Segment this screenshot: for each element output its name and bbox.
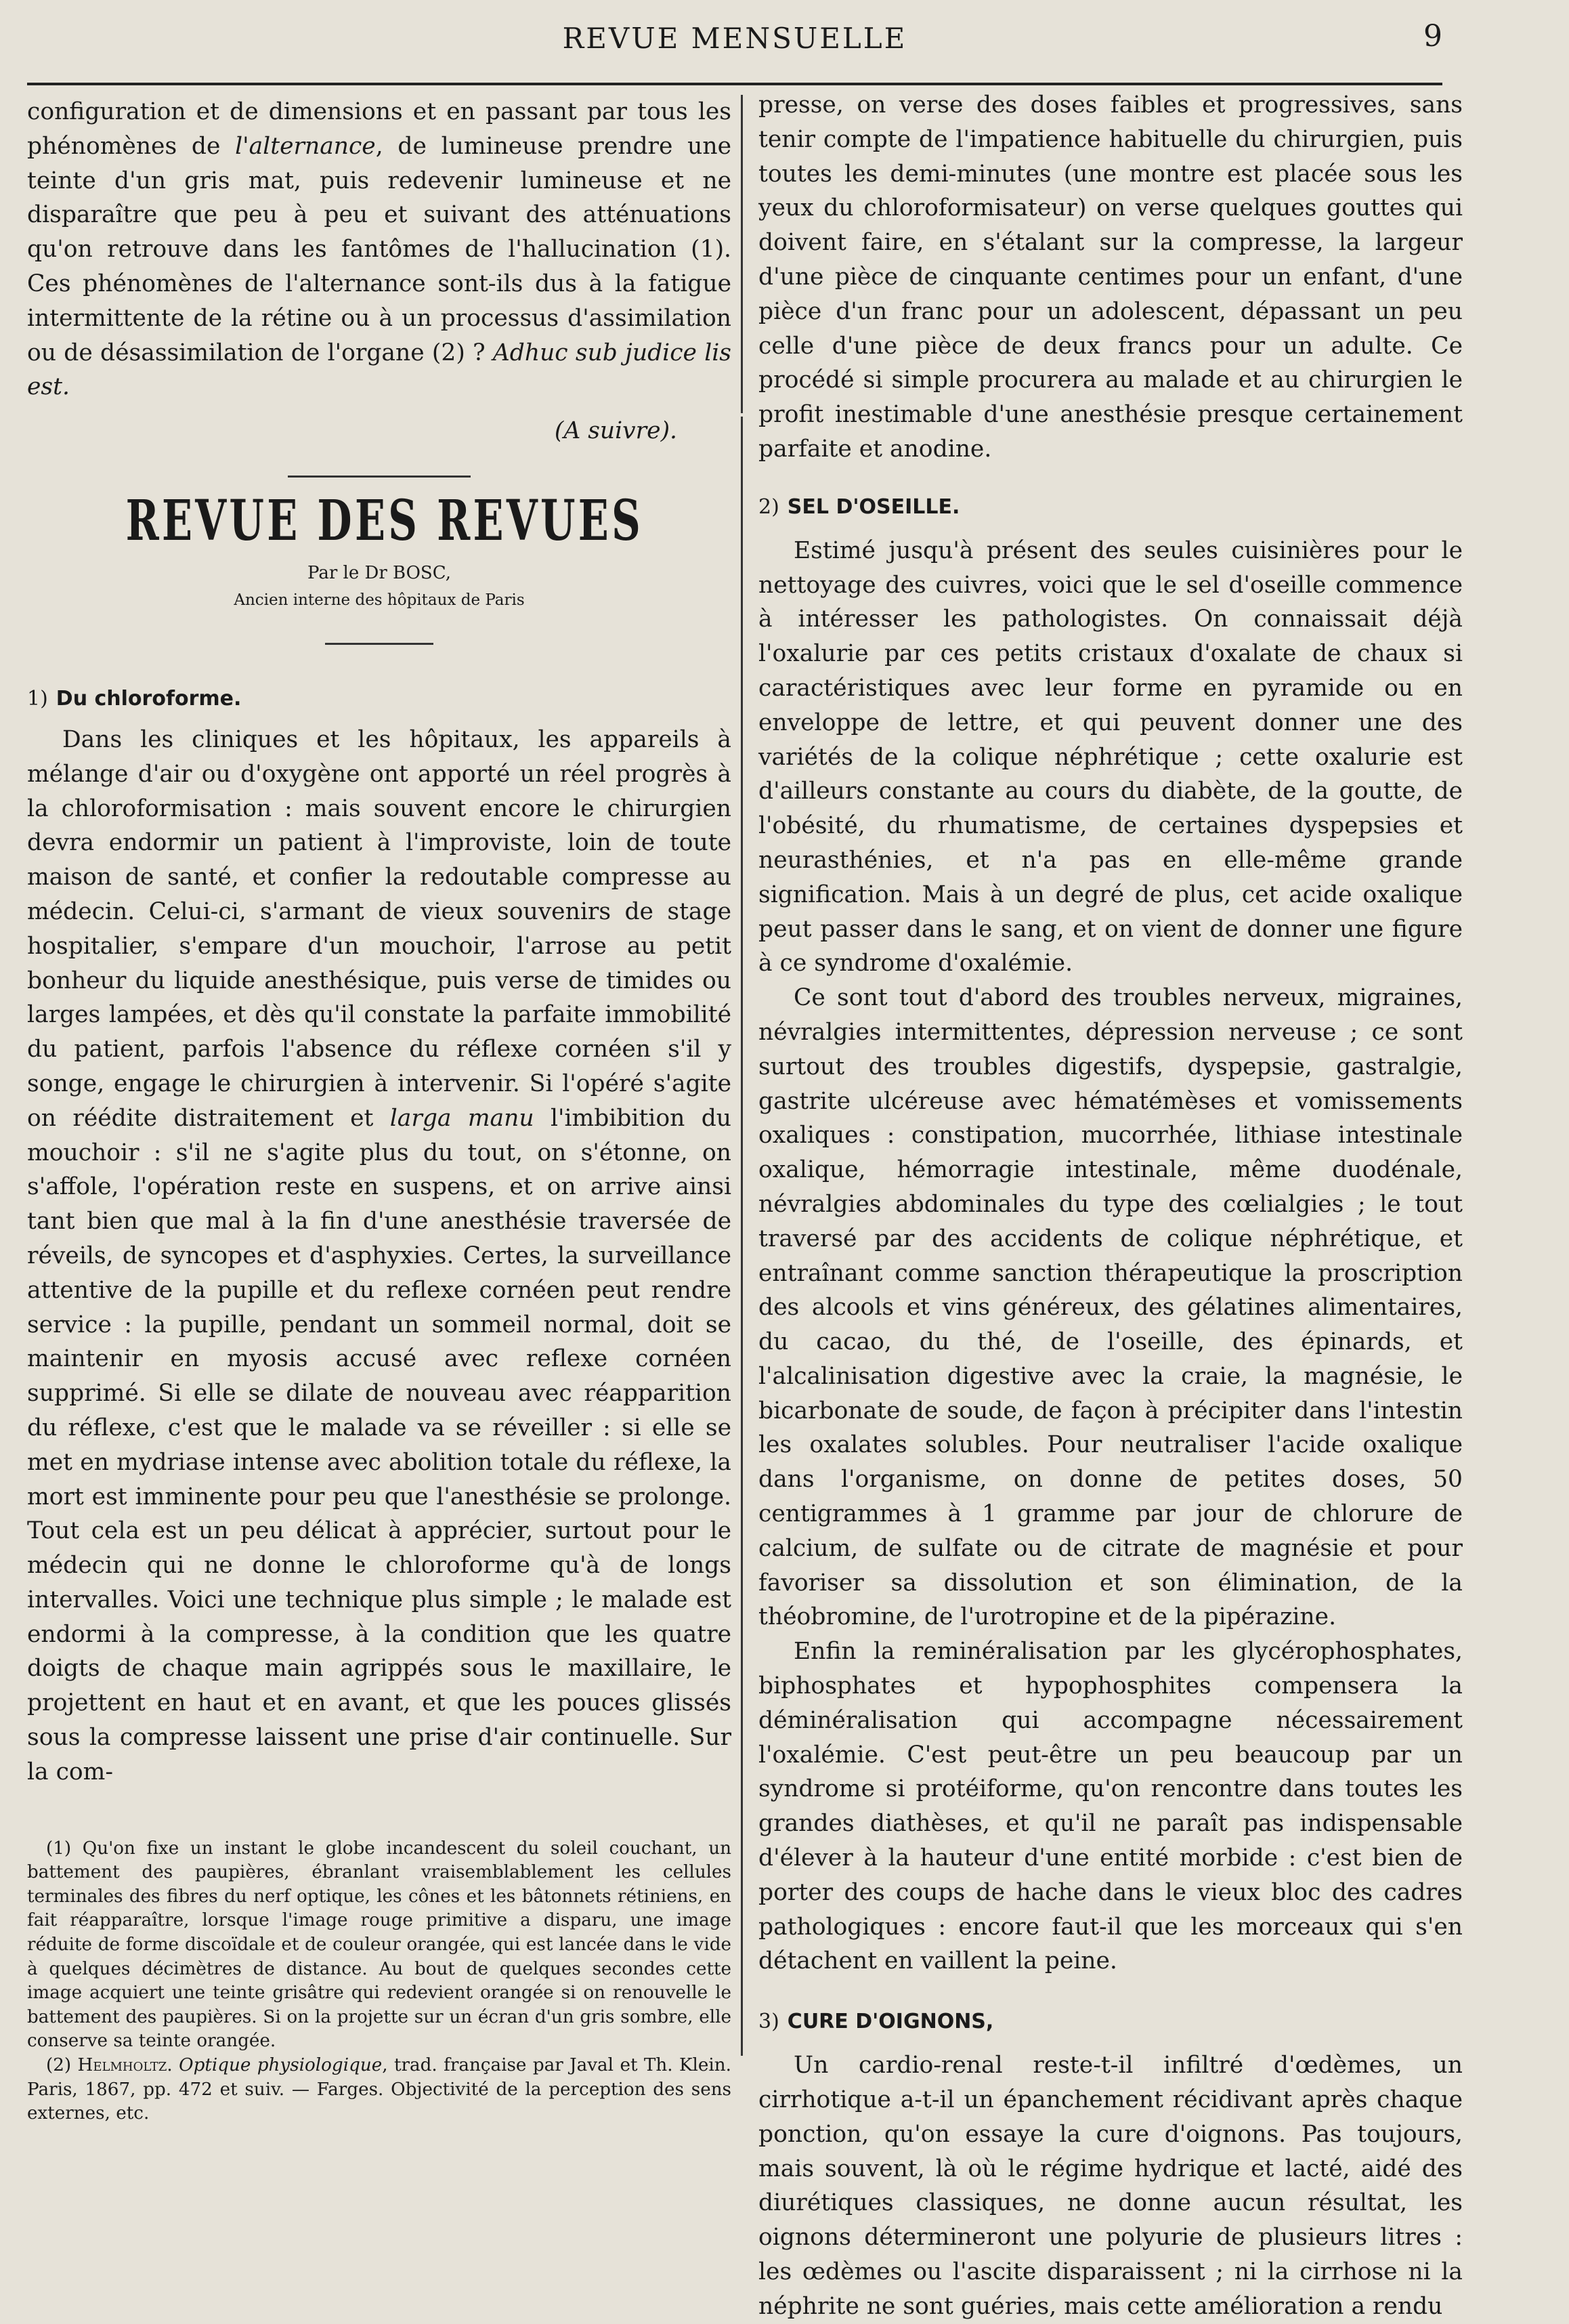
section-2-para-2: Ce sont tout d'abord des troubles nerveux, migraines, névralgies intermittentes, dépression nerveuse ; ce sont surtout des troubles digestifs, dyspepsie, gastralgie, gastrite ulcéreuse avec hématémèses et vomissements oxaliques : constipation, mucorrhée, lithiase intestinale oxalique, hémorragie intestinale, même duodénale, névralgies abdominales du type des cœlialgies ; le tout traversé par des accidents de colique néphrétique, et entraînant comme sanction thérapeutique la proscription des alcools et vins généreux, des gélatines alimentaires, du cacao, du thé, de l'oseille, des épinards, et l'alcalinisation digestive avec la craie, la magnésie, le bicarbonate de soude, de façon à précipiter dans l'intestin les oxalates solubles. Pour neutraliser l'acide oxalique dans l'organisme, on donne de petites doses, 50 centigrammes à 1 gramme par jour de chlorure de calcium, de sulfate ou de citrate de magnésie et pour favoriser sa dissolution et son élimination, de la théobromine, de l'urotropine et de la pipérazine. xyxy=(758,984,1463,1631)
separator-rule-2 xyxy=(325,643,433,645)
section-1-heading: 1) Du chloroforme. xyxy=(27,686,242,711)
footnote-2: (2) Helmholtz. Optique physiologique, trad. française par Javal et Th. Klein. Paris, 1867, pp. 472 et suiv. — Farges. Objectivité de la perception des sens externes, etc. xyxy=(27,2055,732,2124)
section-1-text: Dans les cliniques et les hôpitaux, les appareils à mélange d'air ou d'oxygène ont apporté un réel progrès à la chloroformisation : mais souvent encore le chirurgien devra endormir un patient à l'improviste, loin de toute maison de santé, et confier la redoutable compresse au médecin. Celui-ci, s'armant de vieux souvenirs de stage hospitalier, s'empare d'un mouchoir, l'arrose au petit bonheur du liquide anesthésique, puis verse de timides ou larges lampées, et dès qu'il constate la parfaite immobilité du patient, parfois l'absence du réflexe cornéen s'il y songe, engage le chirurgien à intervenir. Si l'opéré s'agite on réédite distraitement et larga manu l'imbibition du mouchoir : s'il ne s'agite plus du tout, on s'étonne, on s'affole, l'opération reste en suspens, et on arrive ainsi tant bien que mal à la fin d'une anesthésie traversée de réveils, de syncopes et d'asphyxies. Certes, la surveillance attentive de la pupille et du reflexe cornéen peut rendre service : la pupille, pendant un sommeil normal, doit se maintenir en myosis accusé avec reflexe cornéen supprimé. Si elle se dilate de nouveau avec réapparition du réflexe, c'est que le malade va se réveiller : si elle se met en mydriase intense avec abolition totale du réflexe, la mort est imminente pour peu que l'anesthésie se prolonge. Tout cela est un peu délicat à apprécier, surtout pour le médecin qui ne donne le chloroforme qu'à de longs intervalles. Voici une technique plus simple ; le malade est endormi à la compresse, à la condition que les quatre doigts de chaque main agrippés sous le maxillaire, le projettent en haut et en avant, et que les pouces glissés sous la compresse laissent une prise d'air continuelle. Sur la com- xyxy=(27,725,731,1786)
left-column xyxy=(27,95,731,2126)
page-number: 9 xyxy=(1423,19,1442,54)
a-suivre-note: (A suivre). xyxy=(554,417,677,445)
column-divider-top xyxy=(741,95,743,413)
section-3-para-1: Un cardio-renal reste-t-il infiltré d'œdèmes, un cirrhotique a-t-il un épanchement récidivant après chaque ponction, qu'on essaye la cure d'oignons. Pas toujours, mais souvent, là où le régime hydrique et lacté, aidé des diurétiques classiques, ne donne aucun résultat, les oignons détermineront une polyurie de plusieurs litres : les œdèmes ou l'ascite disparaissent ; ni la cirrhose ni la néphrite ne sont guéries, mais cette amélioration a rendu xyxy=(758,2052,1463,2320)
section-title: REVUE DES REVUES xyxy=(125,488,644,553)
byline-sub: Ancien interne des hôpitaux de Paris xyxy=(234,591,525,609)
section-2-para-1: Estimé jusqu'à présent des seules cuisinières pour le nettoyage des cuivres, voici que le sel d'oseille commence à intéresser les pathologistes. On connaissait déjà l'oxalurie par ces petits cristaux d'oxalate de chaux si caractéristiques avec leur forme en pyramide ou en enveloppe de lettre, et qui peuvent donner une des variétés de la colique néphrétique ; cette oxalurie est d'ailleurs constante au cours du diabète, de la goutte, de l'obésité, du rhumatisme, de certaines dyspepsies et neurasthénies, et n'a pas en elle-même grande signification. Mais à un degré de plus, cet acide oxalique peut passer dans le sang, et on vient de donner une figure à ce syndrome d'oxalémie. xyxy=(758,536,1463,977)
section-2-heading: 2) SEL D'OSEILLE. xyxy=(758,494,960,519)
section-2-para-3: Enfin la reminéralisation par les glycérophosphates, biphosphates et hypophosphites compensera la déminéralisation qui accompagne nécessairement l'oxalémie. C'est peut-être un peu beaucoup par un syndrome si protéiforme, qu'on rencontre dans toutes les grandes diathèses, et qu'il ne paraît pas indispensable d'élever à la hauteur d'une entité morbide : c'est bien de porter des coups de hache dans le vieux bloc des cadres pathologiques : encore faut-il que les morceaux qui s'en détachent en vaillent la peine. xyxy=(758,1638,1463,1975)
page-header xyxy=(27,14,1442,68)
right-column xyxy=(758,88,1463,2324)
byline: Par le Dr BOSC, xyxy=(307,562,451,583)
article-continuation: configuration et de dimensions et en passant par tous les phénomènes de l'alternance, de lumineuse prendre une teinte d'un gris mat, puis redevenir lumineuse et ne disparaître que peu à peu et suivant des atténuations qu'on retrouve dans les fantômes de l'hallucination (1). Ces phénomènes de l'alternance sont-ils dus à la fatigue intermittente de la rétine ou à un processus d'assimilation ou de désassimilation de l'organe (2) ? Adhuc sub judice lis est. xyxy=(27,98,731,401)
section-heading-block xyxy=(27,488,731,553)
header-rule xyxy=(27,83,1442,85)
column-divider xyxy=(741,417,743,2056)
right-continuation: presse, on verse des doses faibles et progressives, sans tenir compte de l'impatience habituelle du chirurgien, puis toutes les demi-minutes (une montre est placée sous les yeux du chloroformisateur) on verse quelques gouttes qui doivent faire, en s'étalant sur la compresse, la largeur d'une pièce de cinquante centimes pour un enfant, d'une pièce d'un franc pour un adolescent, dépassant un peu celle d'une pièce de deux francs pour un adulte. Ce procédé si simple procurera au malade et au chirurgien le profit inestimable d'une anesthésie presque certainement parfaite et anodine. xyxy=(758,91,1463,463)
footnote-1: (1) Qu'on fixe un instant le globe incandescent du soleil couchant, un battement des paupières, ébranlant vraisemblablement les cellules terminales des fibres du nerf optique, les cônes et les bâtonnets rétiniens, en fait réapparaître, lorsque l'image rouge primitive a disparu, une image réduite de forme discoïdale et de couleur orangée, qui est lancée dans le vide à quelques décimètres de distance. Au bout de quelques secondes cette image acquiert une teinte grisâtre qui redevient orangée si on renouvelle le battement des paupières. Si on la projette sur un écran d'un gris sombre, elle conserve sa teinte orangée. xyxy=(27,1838,731,2052)
running-title: REVUE MENSUELLE xyxy=(562,22,907,55)
section-3-heading: 3) CURE D'OIGNONS, xyxy=(758,2010,994,2034)
separator-rule xyxy=(288,476,471,478)
